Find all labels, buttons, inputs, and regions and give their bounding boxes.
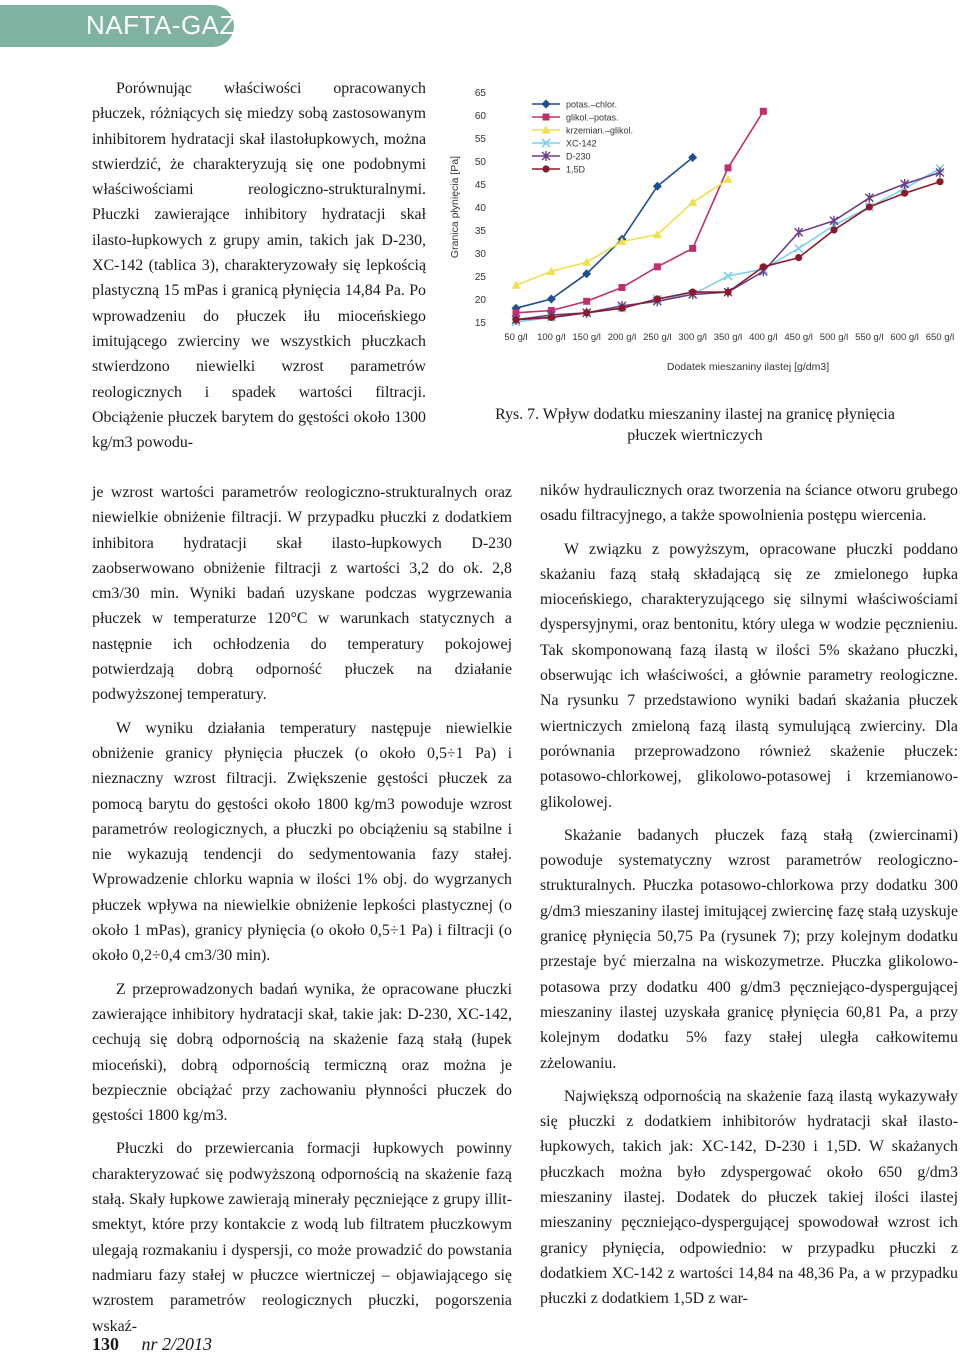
x-axis-label: Dodatek mieszaniny ilastej [g/dm3]: [666, 361, 830, 373]
data-point: [618, 305, 625, 312]
data-point: [830, 216, 838, 226]
data-point: [725, 164, 732, 171]
issue-label: nr 2/2013: [141, 1334, 213, 1354]
y-tick-label: 60: [474, 111, 486, 122]
paragraph: Skażanie badanych płuczek fazą stałą (zwiercinami) powoduje systematyczny wzrost parametrów reologiczno-strukturalnych. Płuczka potasowo-chlorkowa przy dodatku 300 g/dm3 mieszaniny ilastej imitującej zwiercinę fazę stałą uzyskuje granicę płynięcia 50,75 Pa (rysunek 7); przy kolejnym dodatku przestaje być mierzalna na wiskozymetrze. Płuczka glikolowo-potasowa przy dodatku 400 g/dm3 pęczniejąco-dyspergującej mieszaniny ilastej uzyskała granicę płynięcia 60,81 Pa, a przy kolejnym dodatku 5% fazy stałej uległa całkowitemu zżelowaniu.: [540, 826, 958, 1072]
y-tick-label: 25: [474, 272, 486, 283]
y-tick-label: 65: [474, 88, 486, 99]
data-point: [795, 227, 803, 237]
y-tick-label: 15: [474, 318, 486, 329]
line-chart: [440, 78, 960, 398]
page-number: 130: [92, 1334, 119, 1354]
x-tick-label: 250 g/l: [643, 332, 672, 343]
y-tick-label: 35: [474, 226, 486, 237]
x-tick-label: 50 g/l: [504, 332, 528, 343]
data-point: [688, 198, 697, 206]
data-point: [689, 245, 696, 252]
y-tick-label: 30: [474, 249, 486, 260]
series-line: [516, 158, 693, 309]
left-column-top: [92, 76, 426, 463]
right-column: [540, 478, 958, 1320]
data-point: [724, 289, 731, 296]
legend-label: D-230: [566, 151, 591, 162]
y-tick-label: 50: [474, 157, 486, 168]
data-point: [936, 178, 943, 185]
x-tick-label: 550 g/l: [855, 332, 884, 343]
x-tick-label: 650 g/l: [925, 332, 955, 343]
y-axis-label: Granica płynięcia [Pa]: [449, 155, 461, 259]
y-tick-label: 20: [474, 295, 486, 306]
paragraph: ników hydraulicznych oraz tworzenia na ściance otworu grubego osadu filtracyjnego, a także spowolnienia postępu wiercenia.: [540, 482, 958, 525]
data-point: [542, 100, 551, 109]
paragraph: Porównując właściwości opracowanych płuczek, różniących się miedzy sobą zastosowanym inhibitorem hydratacji skał ilastołupkowych, można stwierdzić, że charakteryzują się one podobnymi właściwościami reologiczno-strukturalnymi. Płuczki zawierające inhibitory hydratacji skał ilasto-łupkowych z grupy amin, takich jak D-230, XC-142 (tablica 3), charakteryzowały się lepkością plastyczną 15 mPas i granicą płynięcia 14,84 Pa. Po wprowadzeniu do płuczek iłu mioceńskiego imitującego zwierciny we wszystkich płuczkach stwierdzono niewielki wzrost parametrów reologicznych i spadek wartości filtracji. Obciążenie płuczek barytem do gęstości około 1300 kg/m3 powodu-: [92, 80, 426, 452]
paragraph: Największą odpornością na skażenie fazą ilastą wykazywały się płuczki z dodatkiem inhibitorów hydratacji skał ilasto-łupkowych, takich jak: XC-142, D-230 i 1,5D. W skażanych płuczkach można było zdyspergować około 650 g/dm3 mieszaniny ilastej. Dodatek do płuczek takiej ilości ilastej mieszaniny pęczniejąco-dyspergującej spowodował wzrost ich granicy płynięcia, odpowiednio: w przypadku płuczki z dodatkiem XC-142 z wartości 14,84 na 48,36 Pa, a w przypadku płuczki z dodatkiem 1,5D z war-: [540, 1087, 958, 1308]
data-point: [830, 226, 837, 233]
data-point: [619, 284, 626, 291]
x-tick-label: 300 g/l: [678, 332, 707, 343]
series-line: [516, 179, 728, 285]
data-point: [689, 289, 696, 296]
data-point: [866, 203, 873, 210]
series-line: [516, 173, 940, 320]
data-point: [901, 190, 908, 197]
x-tick-label: 200 g/l: [607, 332, 637, 343]
x-tick-label: 450 g/l: [784, 332, 813, 343]
x-tick-label: 100 g/l: [537, 332, 566, 343]
data-point: [795, 244, 803, 252]
data-point: [583, 298, 590, 305]
data-point: [795, 254, 802, 261]
data-point: [542, 165, 549, 172]
data-point: [936, 168, 944, 178]
figure-7-chart: [440, 78, 960, 398]
data-point: [512, 316, 519, 323]
x-tick-label: 500 g/l: [819, 332, 849, 343]
data-point: [654, 295, 661, 302]
paragraph: W wyniku działania temperatury następuje niewielkie obniżenie granicy płynięcia płuczek (o około 0,5÷1 Pa) i nieznaczny wzrost filtracji. Zwiększenie gęstości płuczek za pomocą barytu do gęstości około 1800 kg/m3 powoduje wzrost parametrów reologicznych, a płuczki po obciążeniu są stabilne i nie wykazują tendencji do sedymentowania fazy stałej. Wprowadzenie chlorku wapnia w ilości 1% obj. do wygrzanych płuczek wpływa na niewielkie obniżenie lepkości plastycznej (o około 1 mPas), granicy płynięcia (o około 0,5÷1 Pa) i filtracji (o około 0,2÷0,4 cm3/30 min).: [92, 719, 512, 965]
data-point: [543, 114, 550, 121]
legend-label: krzemian.–glikol.: [566, 125, 634, 136]
data-point: [865, 193, 873, 203]
series-line: [516, 182, 940, 320]
legend-label: XC-142: [566, 138, 597, 149]
paragraph: Z przeprowadzonych badań wynika, że opracowane płuczki zawierające inhibitory hydratacji skał, takie jak: D-230, XC-142, cechują się dobrą odpornością na skażenie fazą stałą (łupek mioceński), dobrą odpornością termiczną oraz można je bezpiecznie obciążać przy zachowaniu płynności płuczek do gęstości 1800 kg/m3.: [92, 980, 512, 1125]
data-point: [582, 258, 591, 266]
legend-label: potas.–chlor.: [566, 99, 618, 110]
paragraph: je wzrost wartości parametrów reologiczno-strukturalnych oraz niewielkie obniżenie filtracji. W przypadku płuczki z dodatkiem inhibitora hydratacji skał ilasto-łupkowych D-230 zaobserwowano obniżenie filtracji z wartości 3,2 do ok. 2,8 cm3/30 min. Wyniki badań uzyskane podczas wygrzewania płuczek w temperaturze 120°C w warunkach statycznych a następnie ich ochłodzenia do temperatury pokojowej potwierdzają dobrą odporność płuczek na działanie podwyższonej temperatury.: [92, 484, 512, 704]
data-point: [760, 108, 767, 115]
x-tick-label: 600 g/l: [890, 332, 919, 343]
figure-caption: Rys. 7. Wpływ dodatku mieszaniny ilastej na granicę płynięcia płuczek wiertniczych: [495, 406, 895, 444]
series-line: [516, 169, 940, 322]
data-point: [654, 263, 661, 270]
x-tick-label: 350 g/l: [713, 332, 743, 343]
paragraph: W związku z powyższym, opracowane płuczki poddano skażaniu fazą stałą składającą się ze zmielonego łupka mioceńskiego, charakteryzującego się silnymi właściwościami dyspersyjnymi, oraz bentonitu, który ulega w wodzie pęcznieniu. Tak skomponowaną fazą ilastą w ilości 5% skażano płuczki, obserwując ich właściwości, a głównie parametry reologiczne. Na rysunku 7 przedstawiono wyniki badań skażania płuczek wiertniczych zmieloną fazą ilastą symulującą zwierciny. Dla porównania przeprowadzono również skażenie płuczek: potasowo-chlorkowej, glikolowo-potasowej i krzemianowo-glikolowej.: [540, 540, 958, 811]
data-point: [760, 263, 767, 270]
data-point: [583, 309, 590, 316]
x-tick-label: 400 g/l: [749, 332, 778, 343]
x-tick-label: 150 g/l: [572, 332, 601, 343]
y-tick-label: 45: [474, 180, 486, 191]
legend-label: glikol.–potas.: [566, 112, 619, 123]
journal-title: NAFTA-GAZ: [86, 10, 236, 40]
y-tick-label: 55: [474, 134, 486, 145]
data-point: [548, 314, 555, 321]
page-footer: [92, 1334, 212, 1355]
paragraph: Płuczki do przewiercania formacji łupkowych powinny charakteryzować się podwyższoną odpornością na skażenie fazą stałą. Skały łupkowe zawierają minerały pęczniejące z grupy illit-smektyt, które przy kontakcie z wodą lub filtratem płuczkowym ulegają rozmakaniu i dyspersji, co może prowadzić do powstania nadmiaru fazy stałej w płuczce wiertniczej – objawiającego się wzrostem parametrów reologicznych płuczki, pogorszenia wskaź-: [92, 1140, 512, 1335]
y-tick-label: 40: [474, 203, 486, 214]
legend-label: 1,5D: [566, 164, 586, 175]
data-point: [901, 179, 909, 189]
left-column-bottom: [92, 480, 512, 1347]
